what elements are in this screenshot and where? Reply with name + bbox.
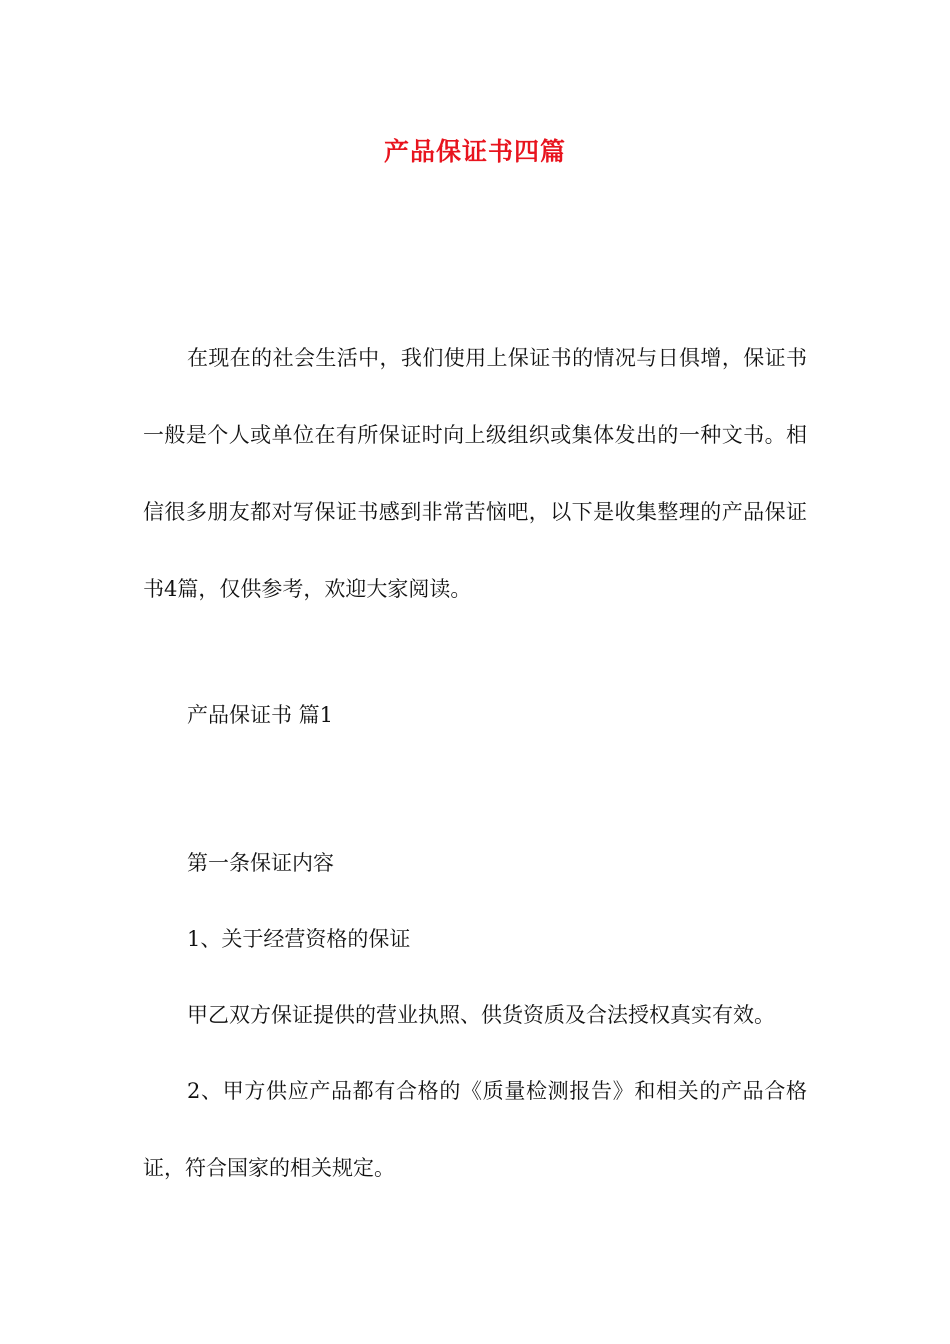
article-heading: 第一条保证内容 [187,851,334,875]
item-1-body: 甲乙双方保证提供的营业执照、供货资质及合法授权真实有效。 [187,1003,775,1027]
item-1-heading: 1、关于经营资格的保证 [187,927,411,951]
intro-paragraph: 在现在的社会生活中，我们使用上保证书的情况与日俱增，保证书一般是个人或单位在有所保证时向上级组织或集体发出的一种文书。相信很多朋友都对写保证书感到非常苦恼吧，以下是收集整理的产品保证书4篇，仅供参考，欢迎大家阅读。 [143,346,807,601]
document-title: 产品保证书四篇 [383,137,566,166]
section-heading: 产品保证书 篇1 [187,703,334,727]
item-2-paragraph: 2、甲方供应产品都有合格的《质量检测报告》和相关的产品合格证，符合国家的相关规定。 [143,1079,807,1180]
